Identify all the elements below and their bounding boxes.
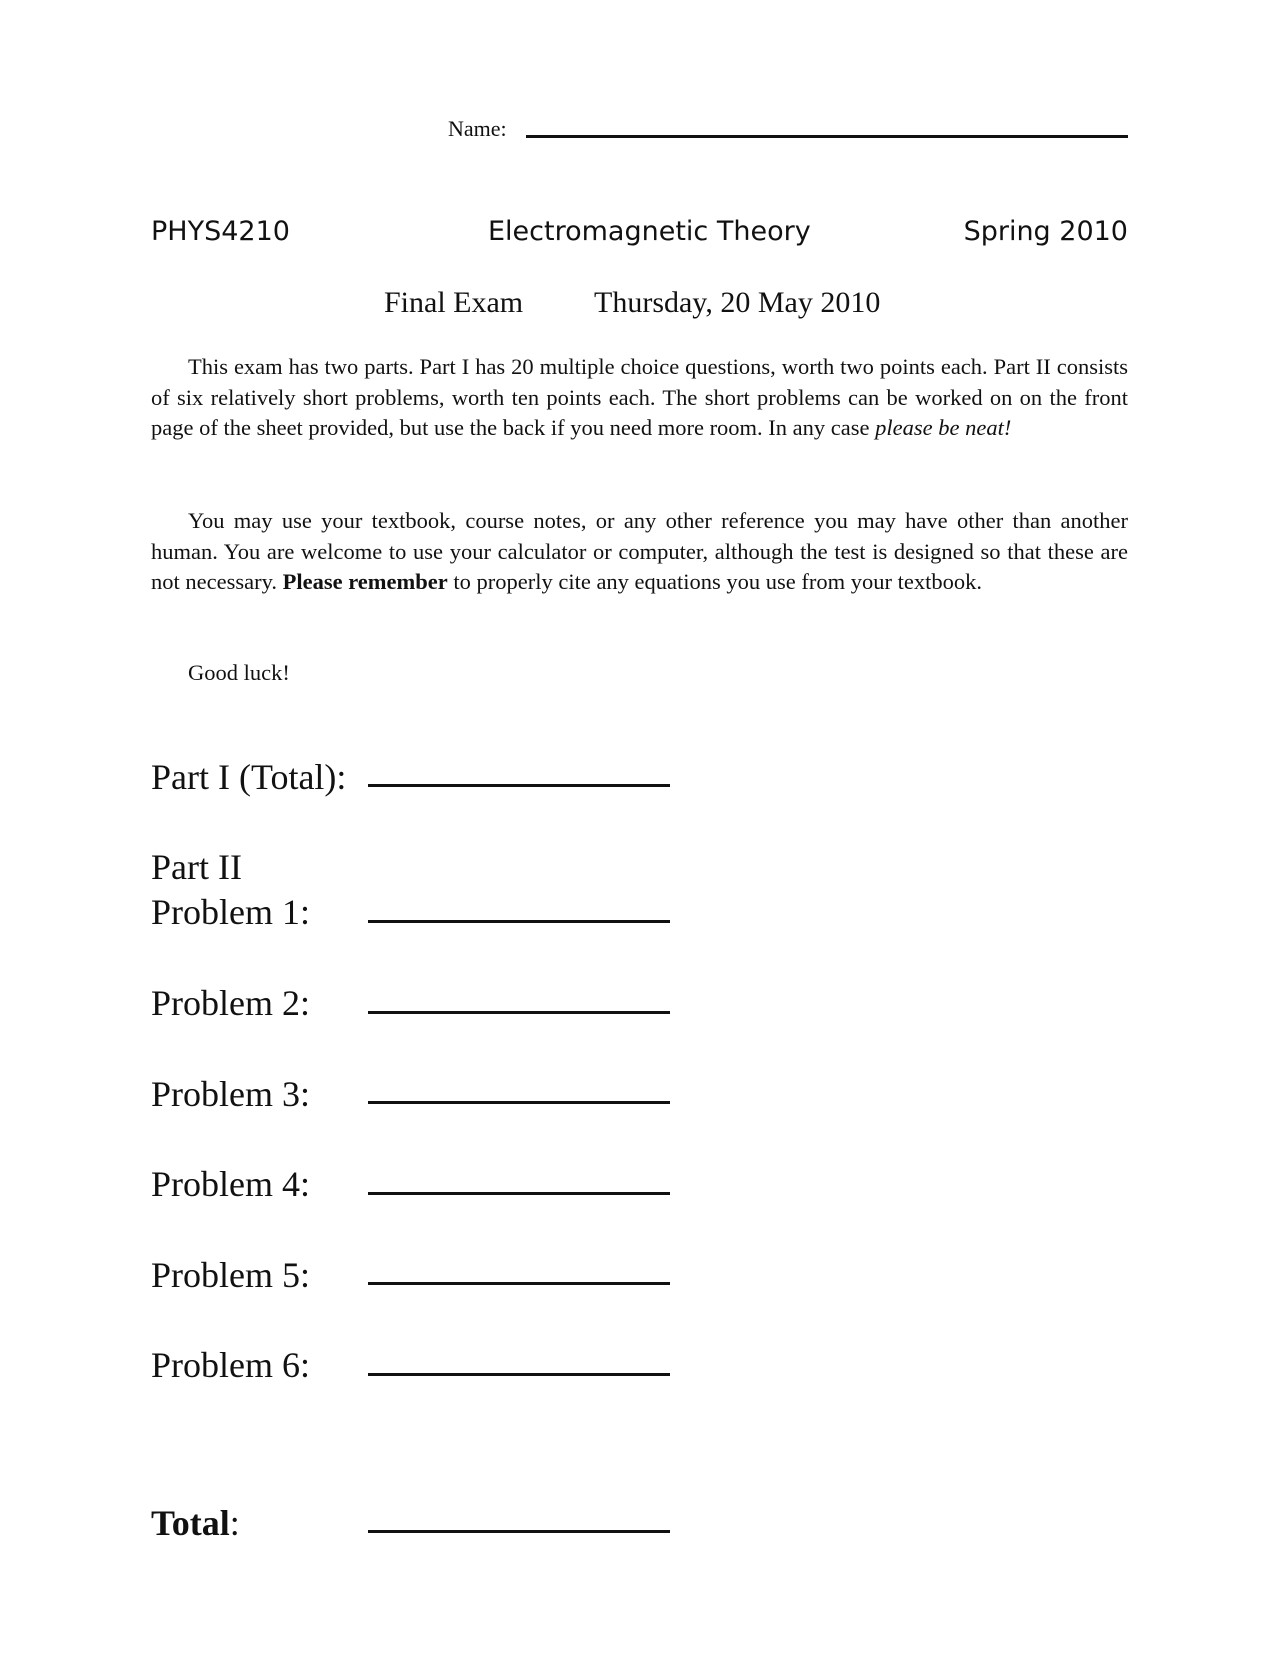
problem-5-label: Problem 5: — [151, 1255, 310, 1295]
problem-2-blank[interactable] — [368, 1011, 670, 1014]
instructions-p2-text-a: You may use your textbook, course notes, or any other reference you may have other than another human. You are welcome to use your calculator or computer, although the test is designed so that these are not necessary. — [151, 508, 1128, 594]
instructions-p2-text-b: to properly cite any equations you use from your textbook. — [447, 569, 983, 594]
course-code: PHYS4210 — [151, 216, 290, 247]
good-luck: Good luck! — [188, 660, 290, 685]
problem-1-label: Problem 1: — [151, 892, 310, 932]
instructions-p1-text: This exam has two parts. Part I has 20 multiple choice questions, worth two points each. Part II consists of six relatively short problems, worth ten points each. The short problems can be worked on on the front page of the sheet provided, but use the back if you need more room. In any case — [151, 354, 1128, 440]
total-row — [151, 1502, 240, 1544]
part2-heading: Part II — [151, 847, 242, 887]
problem-3-blank[interactable] — [368, 1101, 670, 1104]
problem-1-blank[interactable] — [368, 920, 670, 923]
total-colon: : — [229, 1503, 240, 1543]
course-title: Electromagnetic Theory — [488, 216, 811, 247]
name-blank-line[interactable] — [526, 135, 1128, 138]
term: Spring 2010 — [963, 216, 1128, 247]
problem-5-blank[interactable] — [368, 1282, 670, 1285]
instructions-p1-emphasis: please be neat! — [875, 415, 1012, 440]
problem-4-label: Problem 4: — [151, 1164, 310, 1204]
instructions-paragraph-1 — [151, 352, 1128, 444]
name-label: Name: — [448, 116, 507, 141]
problem-3-label: Problem 3: — [151, 1074, 310, 1114]
instructions-p2-bold: Please remember — [282, 569, 448, 594]
problem-4-blank[interactable] — [368, 1192, 670, 1195]
instructions-paragraph-2 — [151, 506, 1128, 598]
exam-title: Final Exam — [384, 286, 524, 319]
problem-6-label: Problem 6: — [151, 1345, 310, 1385]
total-label: Total — [151, 1503, 230, 1543]
part1-total-label: Part I (Total): — [151, 757, 347, 797]
exam-date: Thursday, 20 May 2010 — [594, 286, 881, 319]
problem-6-blank[interactable] — [368, 1373, 670, 1376]
part1-total-blank[interactable] — [368, 784, 670, 787]
problem-2-label: Problem 2: — [151, 983, 310, 1023]
total-blank[interactable] — [368, 1530, 670, 1533]
